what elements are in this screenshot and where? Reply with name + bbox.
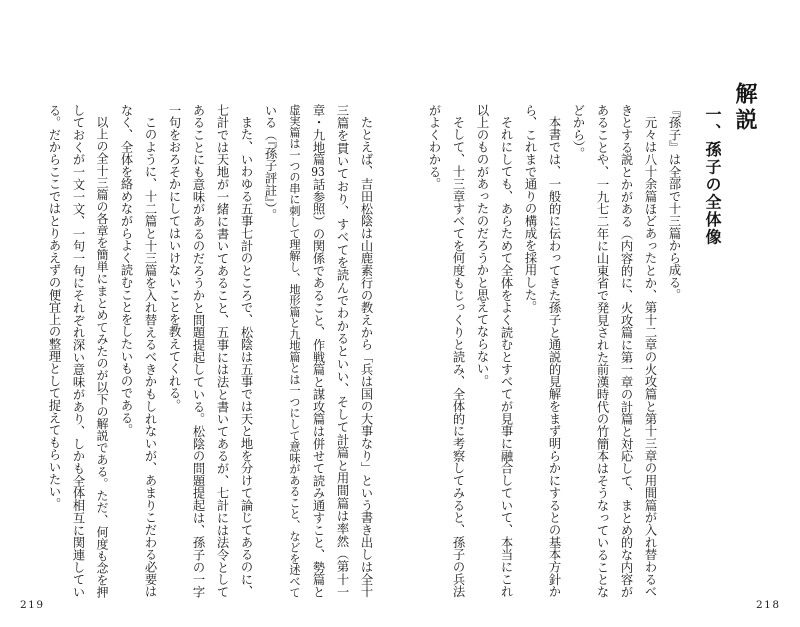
text-column: る。だからここではとりあえずの便宜上の整理として捉えてもらいたい。 bbox=[47, 104, 61, 510]
text-column: そして、十三章すべてを何度もじっくりと読み、全体的に考察してみると、孫子の兵法 bbox=[451, 116, 465, 598]
text-column: がよくわかる。 bbox=[427, 104, 441, 191]
text-column: 以上の全十三篇の各章を簡単にまとめてみたのが以下の解説である。ただ、何度も念を押 bbox=[95, 116, 109, 598]
text-column: 『孫子』は全部で十三篇から成る。 bbox=[667, 104, 681, 301]
text-column: 一句をおろそかにしてはいけないことを教えてくれる。 bbox=[167, 104, 181, 412]
text-column: なく、全体を絡めながらよく読むことをしたいものである。 bbox=[119, 104, 133, 437]
page-number: 219 bbox=[20, 599, 45, 611]
text-column: このように、十二篇と十三篇を入れ替えるべきかもしれないが、あまりこだわる必要は bbox=[143, 116, 157, 598]
text-column: また、いわゆる五事七計のところで、松陰は五事では天と地を分けて論じてあるのに、 bbox=[239, 116, 253, 598]
text-column: あることにも意味があるのだろうかと問題提起している。松陰の問題提起は、孫子の一字 bbox=[191, 104, 205, 598]
text-column: しておくが一文一文、一句一句にそれぞれ深い意味があり、しかも全体相互に関連してい bbox=[71, 104, 85, 598]
text-column: ら、これまで通りの構成を採用した。 bbox=[523, 104, 537, 314]
text-column: 七計では天地が一緒に書いてあること、五事には法と書いてあるが、七計には法令として bbox=[215, 104, 229, 598]
text-column: 三篇を貫いており、すべてを読んでわかるといい、そして計篇と用間篇は率然（第十一 bbox=[335, 104, 349, 598]
text-column: きとする説とかがある（内容的に、火攻篇に第一章の計篇と対応して、まとめ的な内容が bbox=[619, 104, 633, 598]
text-column: あることや、一九七二年に山東省で発見された前漢時代の竹簡本はそうなっていることな bbox=[595, 104, 609, 598]
text-column: 虚実篇は一つの串に刺して理解し、地形篇と九地篇とは一つにして意味があること、などを述べて bbox=[288, 104, 301, 598]
text-column: 本書では、一般的に伝わってきた孫子と通説的見解をまず明らかにするとの基本方針か bbox=[547, 116, 561, 598]
section-title: 解説 bbox=[732, 82, 757, 134]
text-column: どから）。 bbox=[571, 104, 585, 160]
page-right bbox=[400, 0, 800, 627]
text-column: 以上のものがあったのだろうかと思えてならない。 bbox=[475, 104, 489, 387]
page-number: 218 bbox=[756, 599, 781, 611]
text-column: それにしても、あらためて全体をよく読むとすべてが見事に融合していて、本当にこれ bbox=[499, 116, 513, 598]
text-column: 章・九地篇93話参照）の関係であること、作戦篇と謀攻篇は併せて読み通すこと、勢篇と bbox=[311, 104, 325, 598]
right-page-text-block bbox=[427, 104, 681, 598]
left-page-text-block bbox=[47, 104, 373, 598]
text-column: いる（『孫子評註』）。 bbox=[263, 104, 277, 221]
text-column: たとえば、吉田松陰は山鹿素行の教えから「兵は国の大事なり」という書き出しは全十 bbox=[359, 116, 373, 598]
chapter-heading: 一、孫子の全体像 bbox=[703, 106, 722, 246]
text-column: 元々は八十余篇ほどあったとか、第十二章の火攻篇と第十三章の用間篇が入れ替わるべ bbox=[643, 116, 657, 598]
